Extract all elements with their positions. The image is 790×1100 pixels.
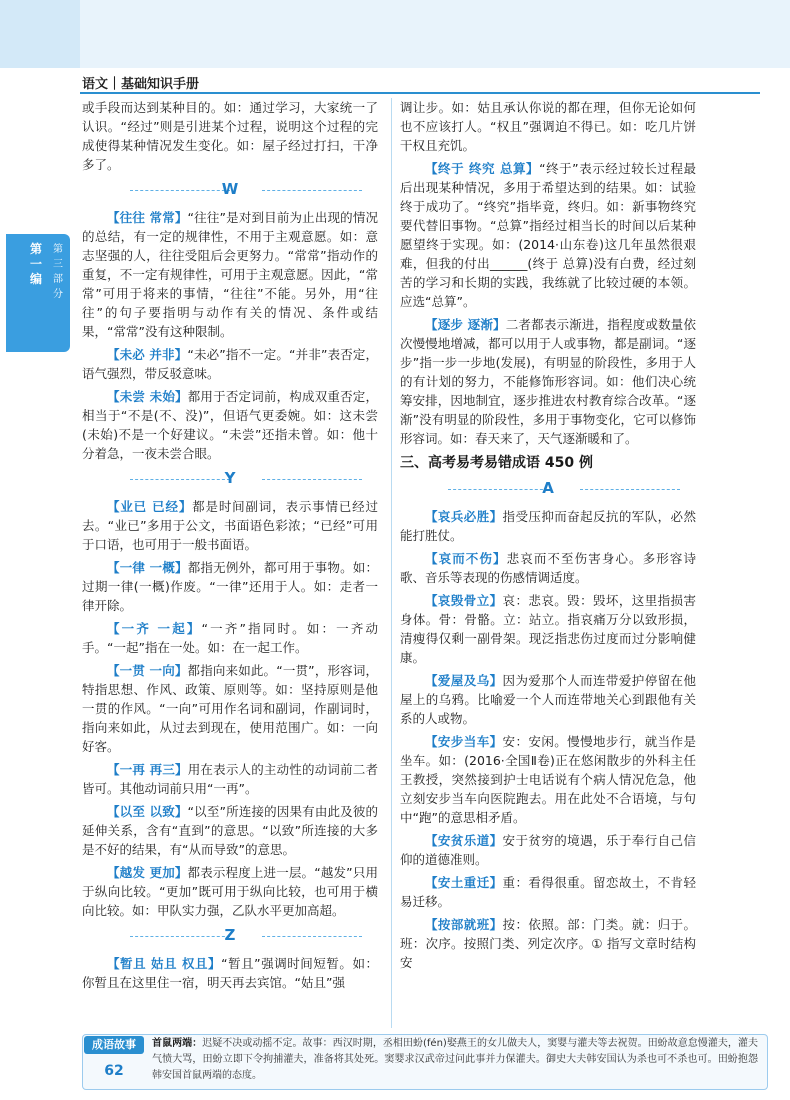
letter-y: Y (224, 469, 236, 487)
entry-text: 二者都表示渐进，指程度或数量依次慢慢地增减，都可以用于人或事物，都是副词。“逐步”指一步一步地(发展)，有明显的阶段性，多用于人的有计划的努力，不能修饰形容词。如：他们决心统筹安排，因地制宜，逐步推进农村教育综合改革。“逐渐”没有明显的阶段性，多用于事物变化，它可以修饰形容词。如：春天来了，天气逐渐暖和了。 (400, 317, 696, 446)
entry-term: 【安步当车】 (425, 734, 503, 749)
entry (82, 208, 378, 341)
entry (82, 954, 378, 992)
entry-term: 【越发 更加】 (107, 865, 188, 880)
story-tag: 成语故事 (84, 1036, 144, 1054)
entry-text: “往往”是对到目前为止出现的情况的总结，有一定的规律性，不用于主观意愿。如：意志坚强的人，往往受阻后会更努力。“常常”指动作的重复，不一定有规律性，可用于主观意愿。因此，“常常”可用于将来的事情，“往往”不能。另外，用“往往”的句子要指明与动作有关的情况、条件或结果，“常常”没有这种限制。 (82, 210, 378, 339)
entry (400, 831, 696, 869)
story-text (152, 1036, 758, 1084)
entry (400, 315, 696, 448)
letter-w: W (221, 180, 239, 198)
entry-term: 【爱屋及乌】 (425, 673, 503, 688)
top-band-strip (0, 0, 80, 68)
entry-term: 【一贯 一向】 (107, 663, 188, 678)
running-header (80, 72, 760, 94)
side-tab-part2: 第三部分 (53, 244, 63, 300)
entry-term: 【未尝 未始】 (107, 389, 188, 404)
letter-divider-w (82, 178, 378, 204)
entry (82, 760, 378, 798)
entry-term: 【安贫乐道】 (425, 833, 503, 848)
side-chapter-tab (6, 234, 70, 352)
entry-text: 指受压抑而奋起反抗的军队，必然能打胜仗。 (400, 509, 696, 543)
entry-term: 【一齐 一起】 (107, 621, 202, 636)
entry-term: 【安土重迁】 (425, 875, 503, 890)
entry (82, 558, 378, 615)
story-title: 首鼠两端： (152, 1038, 203, 1049)
page-number: 62 (104, 1063, 124, 1079)
entry (82, 497, 378, 554)
entry (400, 732, 696, 827)
entry-text: 重：看得很重。留恋故土，不肯轻易迁移。 (400, 875, 696, 909)
entry-term: 【哀兵必胜】 (425, 509, 503, 524)
entry-term: 【哀毁骨立】 (425, 593, 503, 608)
entry-text: “终于”表示经过较长过程最后出现某种情况，多用于希望达到的结果。如：试验终于成功了。“终究”指毕竟，终归。如：新事物终究要代替旧事物。“总算”指经过相当长的时间以后某种愿望终于实现。如：(2014·山东卷)这几年虽然很艰难，但我的付出______(终于 总算)没有白费，经过刻苦的学习和长期的实践，我练就了比较过硬的本领。应选“总算”。 (400, 161, 696, 309)
entry (400, 549, 696, 587)
entry-text: 都指无例外，都可用于事物。如：过期一律(一概)作废。“一律”还用于人。如：走者一律开除。 (82, 560, 378, 613)
entry-text: “未必”指不一定。“并非”表否定，语气强烈，带反驳意味。 (82, 347, 378, 381)
side-tab-part1: 第一编 (29, 242, 42, 286)
entry-term: 【往往 常常】 (107, 210, 188, 225)
entry-term: 【暂且 姑且 权且】 (107, 956, 222, 971)
letter-divider-a (400, 477, 696, 503)
letter-z: Z (224, 926, 236, 944)
entry-term: 【一律 一概】 (107, 560, 188, 575)
section-heading: 三、高考易考易错成语 450 例 (400, 455, 593, 471)
entry-text: 都是时间副词，表示事情已经过去。“业已”多用于公文，书面语色彩浓；“已经”可用于口语，也可用于一般书面语。 (82, 499, 378, 552)
letter-a: A (542, 479, 554, 497)
entry-term: 【终于 终究 总算】 (425, 161, 540, 176)
entry-text: “一齐”指同时。如：一齐动手。“一起”指在一处。如：在一起工作。 (82, 621, 378, 655)
entry-text: 因为爱那个人而连带爱护停留在他屋上的乌鸦。比喻爱一个人而连带地关心到跟他有关系的人或物。 (400, 673, 696, 726)
entry-text: “暂且”强调时间短暂。如：你暂且在这里住一宿，明天再去宾馆。“姑且”强 (82, 956, 378, 990)
entry-text: 安于贫穷的境遇，乐于奉行自己信仰的道德准则。 (400, 833, 696, 867)
entry (82, 387, 378, 463)
entry-text: 都表示程度上进一层。“越发”只用于纵向比较。“更加”既可用于纵向比较，也可用于横向比较。如：甲队实力强，乙队水平更加高超。 (82, 865, 378, 918)
entry-text: 用在表示人的主动性的动词前二者皆可。其他动词前只用“一再”。 (82, 762, 378, 796)
entry-term: 【哀而不伤】 (425, 551, 507, 566)
entry (400, 873, 696, 911)
entry-term: 【以至 以致】 (107, 804, 188, 819)
entry (82, 345, 378, 383)
left-column (82, 98, 378, 996)
entry (400, 507, 696, 545)
entry (82, 863, 378, 920)
entry-text: 都用于否定词前，构成双重否定，相当于“不是(不、没)”，但语气更委婉。如：这未尝(未始)不是一个好建议。“未尝”还指未曾。如：他十分着急，一夜未尝合眼。 (82, 389, 378, 461)
column-divider (391, 98, 392, 1028)
letter-divider-z (82, 924, 378, 950)
entry (400, 159, 696, 311)
entry-text: 按：依照。部：门类。就：归于。班：次序。按照门类、列定次序。① 指写文章时结构安 (400, 917, 696, 970)
letter-divider-y (82, 467, 378, 493)
left-intro: 或手段而达到某种目的。如：通过学习，大家统一了认识。“经过”则是引进某个过程，说明这个过程的完成使得某种情况发生变化。如：屋子经过打扫，干净多了。 (82, 100, 378, 172)
right-column (400, 98, 696, 976)
entry (82, 802, 378, 859)
entry (82, 619, 378, 657)
entry-text: “以至”所连接的因果有由此及彼的延伸关系，含有“直到”的意思。“以致”所连接的大多是不好的结果，有“从而导致”的意思。 (82, 804, 378, 857)
entry-text: 安：安闲。慢慢地步行，就当作是坐车。如：(2016·全国Ⅱ卷)正在悠闲散步的外科主任王教授，突然接到护士电话说有个病人情况危急，他立刻安步当车向医院跑去。用在此处不合语境，与句中“跑”的意思相矛盾。 (400, 734, 696, 825)
header-title: 语文｜基础知识手册 (82, 77, 200, 92)
entry-term: 【未必 并非】 (107, 347, 188, 362)
entry-term: 【业已 已经】 (107, 499, 193, 514)
entry (400, 591, 696, 667)
entry-term: 【一再 再三】 (107, 762, 188, 777)
entry (400, 671, 696, 728)
story-body: 迟疑不决或动摇不定。故事：西汉时期，丞相田蚡(fén)娶燕王的女儿做夫人，窦婴与灌夫等去祝贺。田蚡故意怠慢灌夫，灌夫气愤大骂，田蚡立即下令拘捕灌夫，准备将其处死。窦婴求汉武帝过问此事并力保灌夫。御史大夫韩安国认为杀也可不杀也可。田蚡抱怨韩安国首鼠两端的态度。 (152, 1038, 758, 1081)
entry-text: 都指向来如此。“一贯”，形容词，特指思想、作风、政策、原则等。如：坚持原则是他一贯的作风。“一向”可用作名词和副词，作副词时，指向来如此，从过去到现在，使用范围广。如：一向好客。 (82, 663, 378, 754)
entry (82, 661, 378, 756)
right-intro: 调让步。如：姑且承认你说的都在理，但你无论如何也不应该打人。“权且”强调迫不得已。如：吃几片饼干权且充饥。 (400, 100, 696, 153)
entry (400, 915, 696, 972)
entry-text: 悲哀而不至伤害身心。多形容诗歌、音乐等表现的伤感情调适度。 (400, 551, 696, 585)
top-band (0, 0, 790, 68)
entry-term: 【按部就班】 (425, 917, 503, 932)
entry-term: 【逐步 逐渐】 (425, 317, 506, 332)
entry-text: 哀：悲哀。毁：毁坏，这里指损害身体。骨：骨骼。立：站立。指哀痛万分以致形损，清瘦得仅剩一副骨架。现泛指悲伤过度而过分影响健康。 (400, 593, 696, 665)
